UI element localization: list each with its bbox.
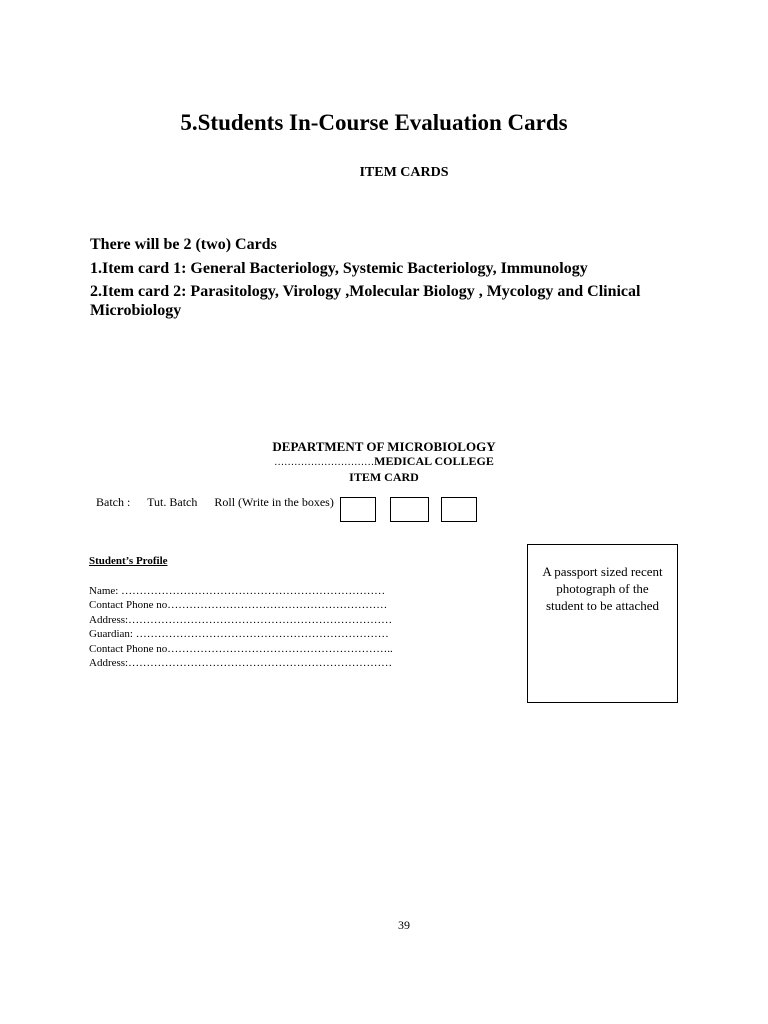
photo-placeholder-box — [527, 544, 678, 703]
profile-fields — [89, 584, 393, 670]
college-line — [0, 454, 768, 470]
card-title: ITEM CARD — [349, 470, 419, 484]
roll-label: Roll (Write in the boxes) — [214, 495, 334, 509]
intro-line-2: 1.Item card 1: General Bacteriology, Systemic Bacteriology, Immunology — [90, 260, 588, 277]
profile-heading: Student’s Profile — [89, 555, 168, 567]
tut-batch-label: Tut. Batch — [147, 495, 198, 509]
page-title: 5.Students In-Course Evaluation Cards — [180, 110, 568, 135]
intro-line-1: There will be 2 (two) Cards — [90, 236, 277, 253]
profile-address-field: Address:……………………………………………………………… — [89, 613, 393, 626]
profile-guardian-phone-field: Contact Phone no…………………………………………………….. — [89, 642, 393, 655]
department-name: DEPARTMENT OF MICROBIOLOGY — [272, 439, 496, 454]
roll-box-3[interactable] — [441, 497, 477, 522]
card-header — [0, 440, 768, 484]
college-blank: ………………………… — [274, 457, 375, 468]
intro-block — [90, 233, 690, 320]
profile-name-field: Name: ……………………………………………………………… — [89, 585, 386, 597]
batch-line — [96, 495, 348, 510]
roll-box-2[interactable] — [390, 497, 429, 522]
page-number: 39 — [398, 918, 410, 932]
profile-guardian-field: Guardian: …………………………………………………………… — [89, 628, 389, 641]
roll-box-1[interactable] — [340, 497, 376, 522]
batch-label: Batch : — [96, 495, 131, 509]
intro-line-3: 2.Item card 2: Parasitology, Virology ,Molecular Biology , Mycology and Clinical Microbiology — [90, 283, 641, 319]
profile-phone-field: Contact Phone no…………………………………………………… — [89, 599, 388, 612]
profile-guardian-address-field: Address:……………………………………………………………… — [89, 657, 393, 670]
photo-instruction: A passport sized recent photograph of the student to be attached — [542, 564, 663, 613]
section-subtitle: ITEM CARDS — [359, 165, 449, 180]
college-name: MEDICAL COLLEGE — [374, 454, 494, 468]
